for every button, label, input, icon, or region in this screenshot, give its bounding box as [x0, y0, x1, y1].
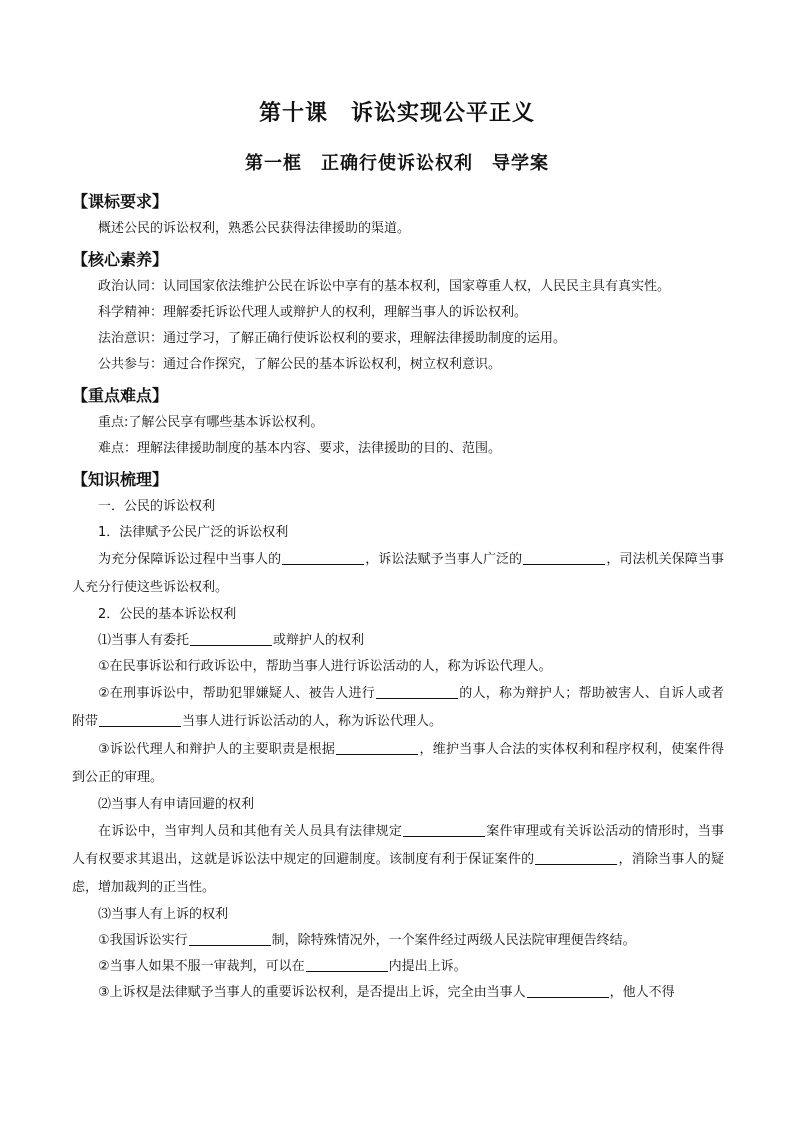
subheading — [72, 628, 724, 654]
document-body — [72, 184, 724, 1006]
fill-blank — [189, 931, 271, 946]
text-run: ⑴当事人有委托 — [98, 633, 190, 648]
fill-blank — [535, 850, 617, 865]
fill-blank — [523, 550, 605, 565]
text-run: 内提出上诉。 — [388, 959, 467, 974]
text-run: ，他人不得 — [609, 985, 675, 1000]
fill-blank — [282, 550, 364, 565]
zhongdian-item: 难点：理解法律援助制度的基本内容、要求，法律援助的目的、范围。 — [98, 441, 502, 456]
fill-blank — [190, 631, 272, 646]
text-run: ③诉讼代理人和辩护人的主要职责是根据 — [98, 742, 336, 757]
kebiao-text: 概述公民的诉讼权利，熟悉公民获得法律援助的渠道。 — [98, 221, 411, 236]
page-subtitle: 第一框 正确行使诉讼权利 导学案 — [245, 153, 549, 174]
text-run: 当事人进行诉讼活动的人，称为诉讼代理人。 — [182, 714, 443, 729]
page-title: 第十课 诉讼实现公平正义 — [258, 100, 535, 126]
section-heading-zhongdian: 【重点难点】 — [72, 386, 169, 405]
fill-blank — [403, 822, 485, 837]
text-run: 的人，称为辩护人；帮助被害人、自诉人或者附带 — [72, 686, 724, 729]
text-run: 制，除特殊情况外，一个案件经过两级人民法院审理便告终结。 — [271, 933, 636, 948]
heading-level-2: 2．公民的基本诉讼权利 — [98, 607, 237, 622]
section-heading-zhishi: 【知识梳理】 — [72, 470, 169, 489]
text-run: ③上诉权是法律赋予当事人的重要诉讼权利，是否提出上诉，完全由当事人 — [98, 985, 526, 1000]
text-run: 案件审理或有关诉讼活动的情形时，当事人有权要求其退出，这就是诉讼法中规定的回避制度。该制度有利于保证案件的 — [72, 824, 724, 867]
hexin-item: 科学精神：理解委托诉讼代理人或辩护人的权利，理解当事人的诉讼权利。 — [98, 305, 528, 320]
subheading: ⑶当事人有上诉的权利 — [98, 907, 229, 922]
text-run: ②在刑事诉讼中，帮助犯罪嫌疑人、被告人进行 — [98, 686, 375, 701]
fill-blank — [306, 957, 388, 972]
fill-paragraph — [72, 954, 724, 980]
text-run: ②当事人如果不服一审裁判，可以在 — [98, 959, 305, 974]
fill-paragraph — [72, 980, 724, 1006]
hexin-item: 政治认同：认同国家依法维护公民在诉讼中享有的基本权利，国家尊重人权，人民民主具有真实性。 — [98, 279, 671, 294]
heading-level-1: 一．公民的诉讼权利 — [98, 499, 216, 514]
fill-blank — [527, 983, 609, 998]
text-run: ，诉讼法赋予当事人广泛的 — [365, 552, 523, 567]
section-heading-hexin: 【核心素养】 — [72, 250, 169, 269]
list-item: ①在民事诉讼和行政诉讼中，帮助当事人进行诉讼活动的人，称为诉讼代理人。 — [98, 659, 552, 674]
hexin-item: 法治意识：通过学习，了解正确行使诉讼权利的要求，理解法律援助制度的运用。 — [98, 331, 567, 346]
text-run: 为充分保障诉讼过程中当事人的 — [98, 552, 282, 567]
fill-paragraph — [72, 546, 724, 602]
section-heading-kebiao: 【课标要求】 — [72, 192, 169, 211]
text-run: ，消除当事人的疑虑，增加裁判的正当性。 — [72, 852, 724, 895]
text-run: ①我国诉讼实行 — [98, 933, 188, 948]
text-run: ，维护当事人合法的实体权利和程序权利，使案件得到公正的审理。 — [72, 742, 724, 785]
text-run: ，司法机关保障当事人充分行使这些诉讼权利。 — [72, 552, 724, 595]
hexin-item: 公共参与：通过合作探究，了解公民的基本诉讼权利，树立权利意识。 — [98, 357, 502, 372]
heading-level-2: 1．法律赋予公民广泛的诉讼权利 — [98, 525, 289, 540]
text-run: 在诉讼中，当审判人员和其他有关人员具有法律规定 — [98, 824, 403, 839]
fill-blank — [99, 712, 181, 727]
fill-blank — [336, 740, 418, 755]
fill-paragraph — [72, 928, 724, 954]
subheading: ⑵当事人有申请回避的权利 — [98, 797, 255, 812]
fill-blank — [376, 684, 458, 699]
zhongdian-item: 重点:了解公民享有哪些基本诉讼权利。 — [98, 415, 324, 430]
text-run: 或辩护人的权利 — [273, 633, 365, 648]
fill-paragraph — [72, 818, 724, 902]
fill-paragraph — [72, 680, 724, 736]
fill-paragraph — [72, 736, 724, 792]
